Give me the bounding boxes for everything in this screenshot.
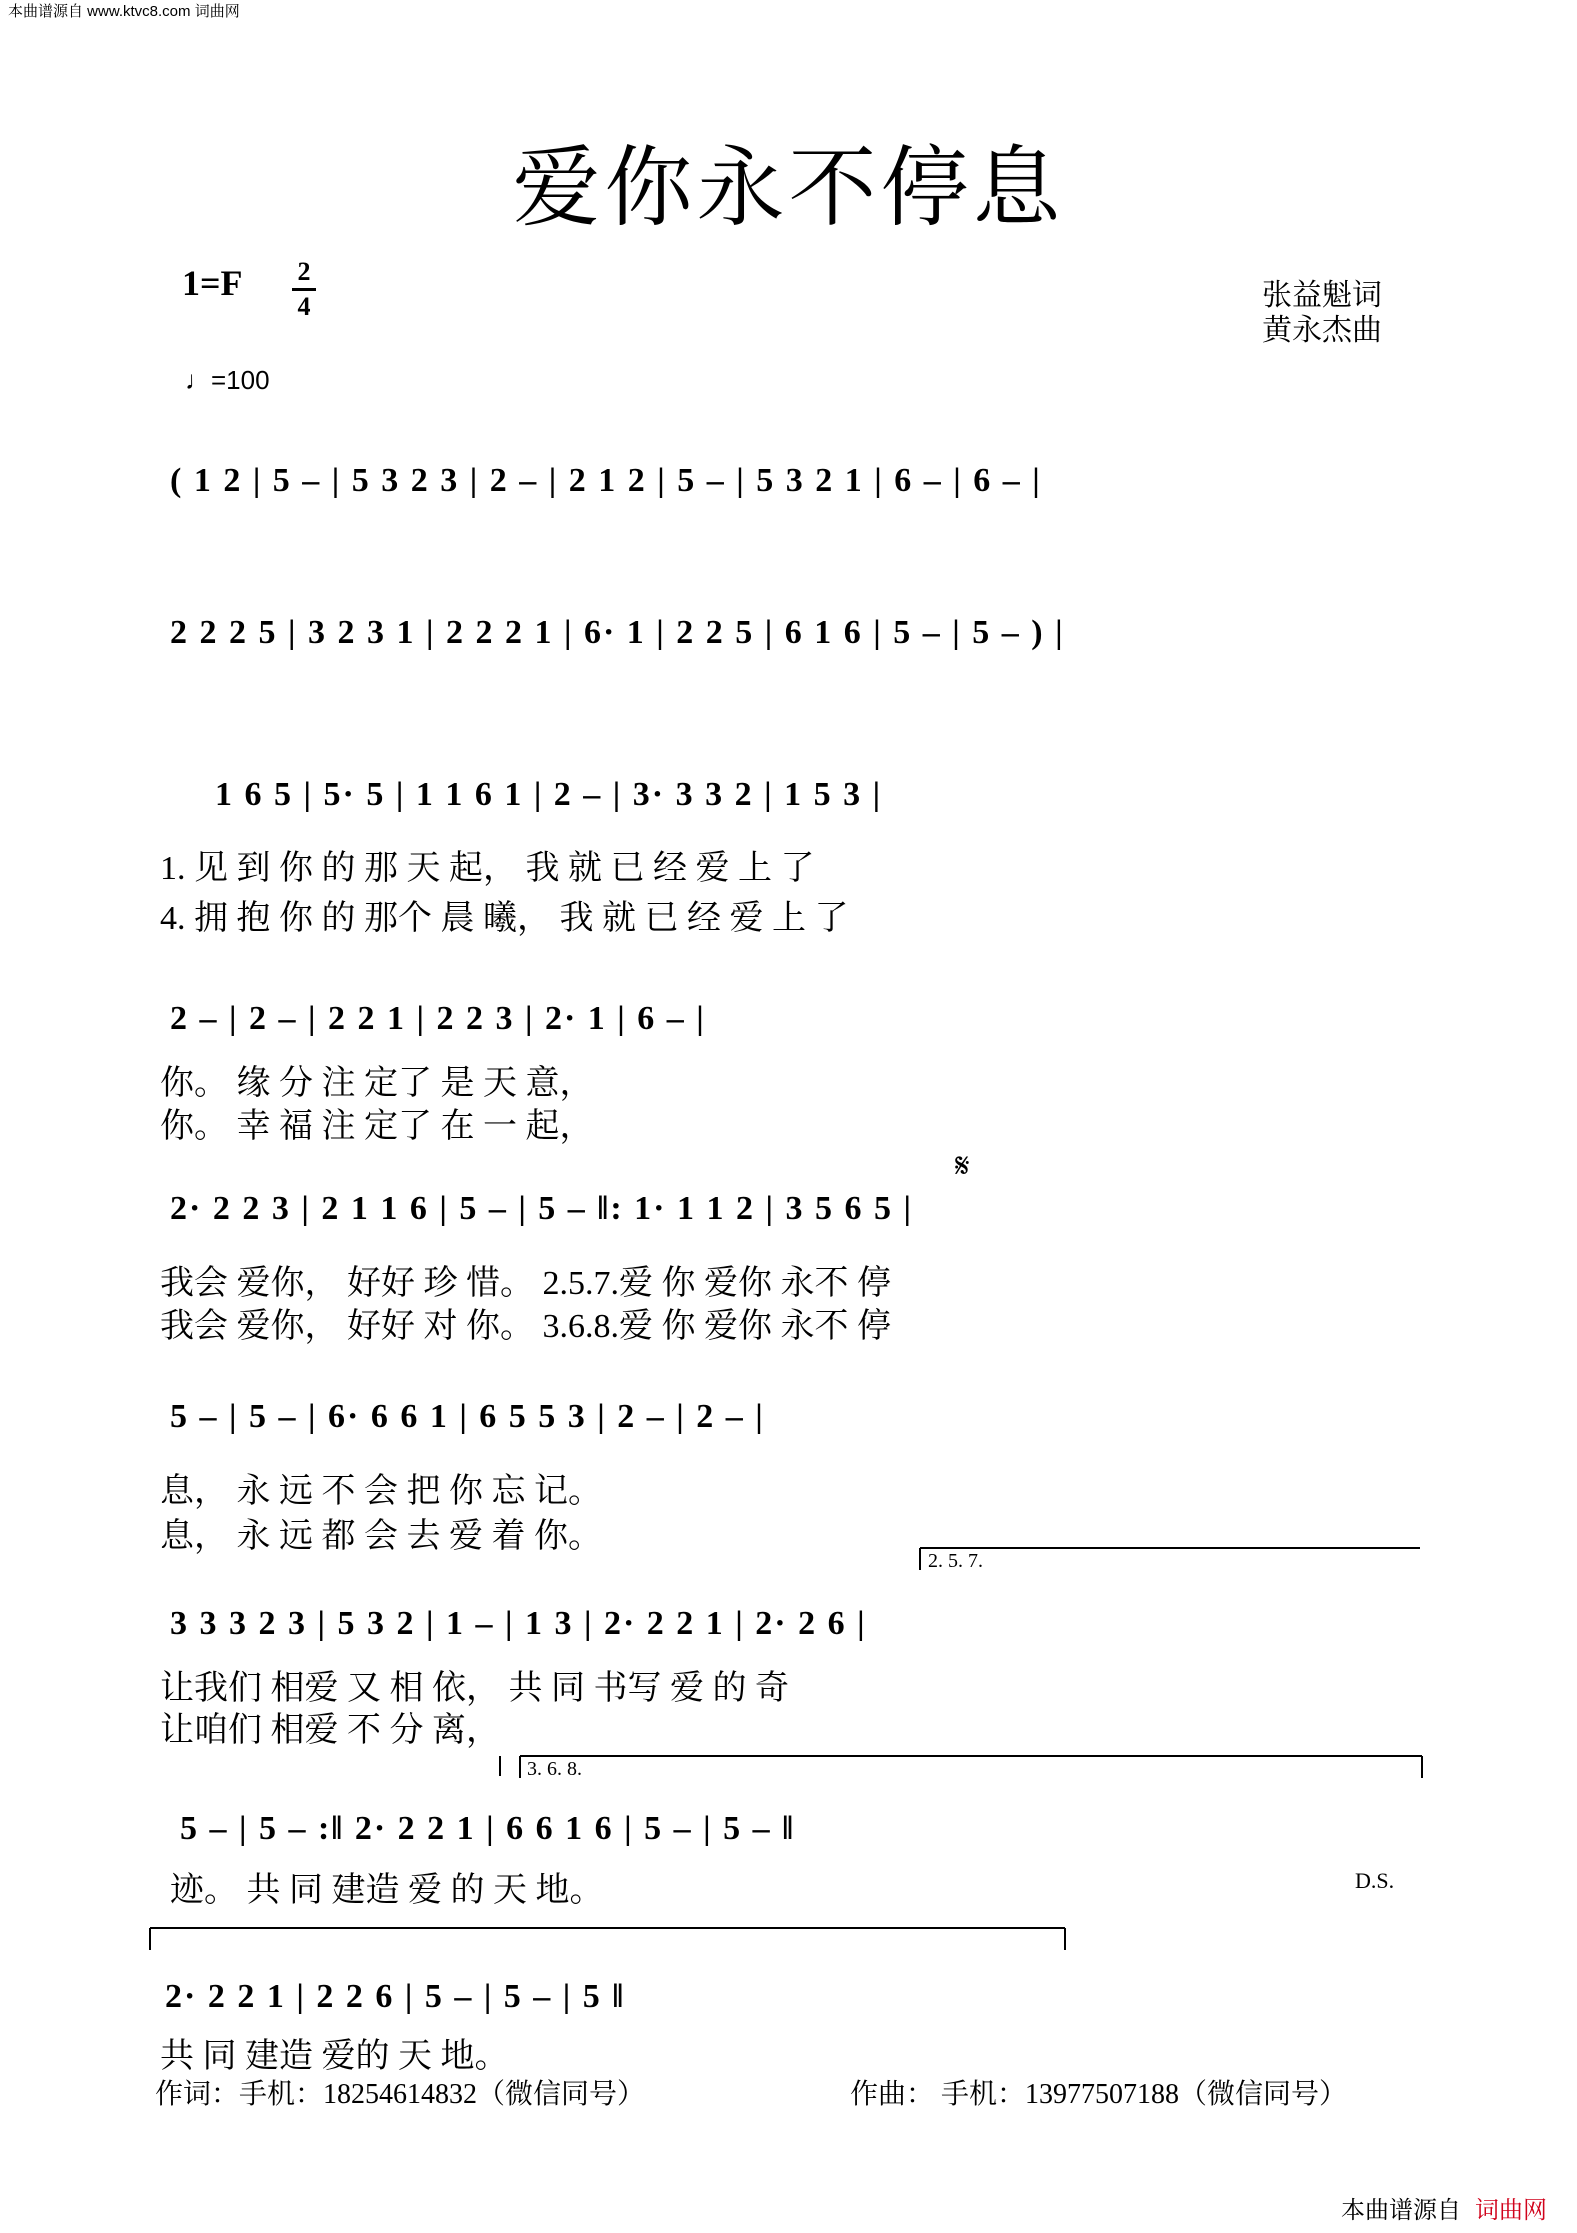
bottom-site-link[interactable]: 词曲网 bbox=[1475, 2197, 1547, 2224]
score-row-2: 2 2 2 5 | 3 2 3 1 | 2 2 2 1 | 6· 1 | 2 2 5 | 6 1 6 | 5 – | 5 – ) | bbox=[170, 614, 1065, 651]
key-signature: 1=F bbox=[182, 263, 243, 303]
lyricist-credit: 张益魁词 bbox=[1262, 279, 1382, 312]
lyrics-row-5-b: 我会 爱你， 好好 对 你。 3.6.8.爱 你 爱你 永不 停 bbox=[160, 1308, 891, 1345]
dal-segno-mark: D.S. bbox=[1355, 1868, 1395, 1893]
song-title: 爱你永不停息 bbox=[512, 141, 1065, 238]
lyrics-row-4-a: 你。 缘 分 注 定了 是 天 意， bbox=[160, 1065, 594, 1102]
meter-top: 2 bbox=[297, 257, 311, 286]
meter-bottom: 4 bbox=[297, 292, 311, 321]
lyrics-row-3-verse-1: 1. 见 到 你 的 那 天 起， 我 就 已 经 爱 上 了 bbox=[160, 850, 815, 887]
lyrics-row-9: 共 同 建造 爱的 天 地。 bbox=[160, 2038, 509, 2075]
lyrics-row-5-a: 我会 爱你， 好好 珍 惜。 2.5.7.爱 你 爱你 永不 停 bbox=[160, 1265, 891, 1302]
source-note: 本曲谱源自 www.ktvc8.com 词曲网 bbox=[8, 3, 240, 20]
segno-sign: 𝄋 bbox=[955, 1148, 970, 1185]
score-row-9: 2· 2 2 1 | 2 2 6 | 5 – | 5 – | 5 ‖ bbox=[165, 1978, 626, 2015]
lyricist-contact: 作词：手机：18254614832（微信同号） bbox=[155, 2079, 646, 2110]
lyrics-row-6-a: 息， 永 远 不 会 把 你 忘 记。 bbox=[160, 1473, 602, 1510]
lyrics-row-3-verse-4: 4. 拥 抱 你 的 那个 晨 曦， 我 就 已 经 爱 上 了 bbox=[160, 900, 849, 937]
bottom-source-text: 本曲谱源自 bbox=[1341, 2197, 1461, 2224]
lyrics-row-8: 迹。 共 同 建造 爱 的 天 地。 bbox=[170, 1872, 604, 1909]
bottom-source bbox=[1341, 2190, 1547, 2225]
score-row-8: 5 – | 5 – :‖ 2· 2 2 1 | 6 6 1 6 | 5 – | 5 – ‖ bbox=[180, 1810, 796, 1847]
composer-credit: 黄永杰曲 bbox=[1262, 314, 1382, 347]
composer-contact: 作曲： 手机：13977507188（微信同号） bbox=[850, 2079, 1348, 2110]
lyrics-row-7-a: 让我们 相爱 又 相 依， 共 同 书写 爱 的 奇 bbox=[160, 1670, 789, 1707]
lyrics-row-7-b: 让咱们 相爱 不 分 离， bbox=[160, 1712, 500, 1749]
tempo-value: =100 bbox=[211, 365, 270, 395]
quarter-note-icon: ♩ bbox=[185, 365, 211, 395]
score-row-6: 5 – | 5 – | 6· 6 6 1 | 6 5 5 3 | 2 – | 2 – | bbox=[170, 1398, 765, 1435]
score-row-3: 1 6 5 | 5· 5 | 1 1 6 1 | 2 – | 3· 3 3 2 | 1 5 3 | bbox=[215, 776, 883, 813]
lyrics-row-6-b: 息， 永 远 都 会 去 爱 着 你。 bbox=[160, 1518, 602, 1555]
score-row-7: 3 3 3 2 3 | 5 3 2 | 1 – | 1 3 | 2· 2 2 1 | 2· 2 6 | bbox=[170, 1605, 867, 1642]
volta-second-label: 3. 6. 8. bbox=[527, 1758, 582, 1780]
volta-first-label: 2. 5. 7. bbox=[928, 1550, 983, 1572]
score-row-5: 2· 2 2 3 | 2 1 1 6 | 5 – | 5 – ‖: 1· 1 1 2 | 3 5 6 5 | bbox=[170, 1190, 913, 1227]
lyrics-row-4-b: 你。 幸 福 注 定了 在 一 起， bbox=[160, 1108, 594, 1145]
score-row-1: ( 1 2 | 5 – | 5 3 2 3 | 2 – | 2 1 2 | 5 – | 5 3 2 1 | 6 – | 6 – | bbox=[170, 462, 1042, 499]
score-row-4: 2 – | 2 – | 2 2 1 | 2 2 3 | 2· 1 | 6 – | bbox=[170, 1000, 706, 1037]
